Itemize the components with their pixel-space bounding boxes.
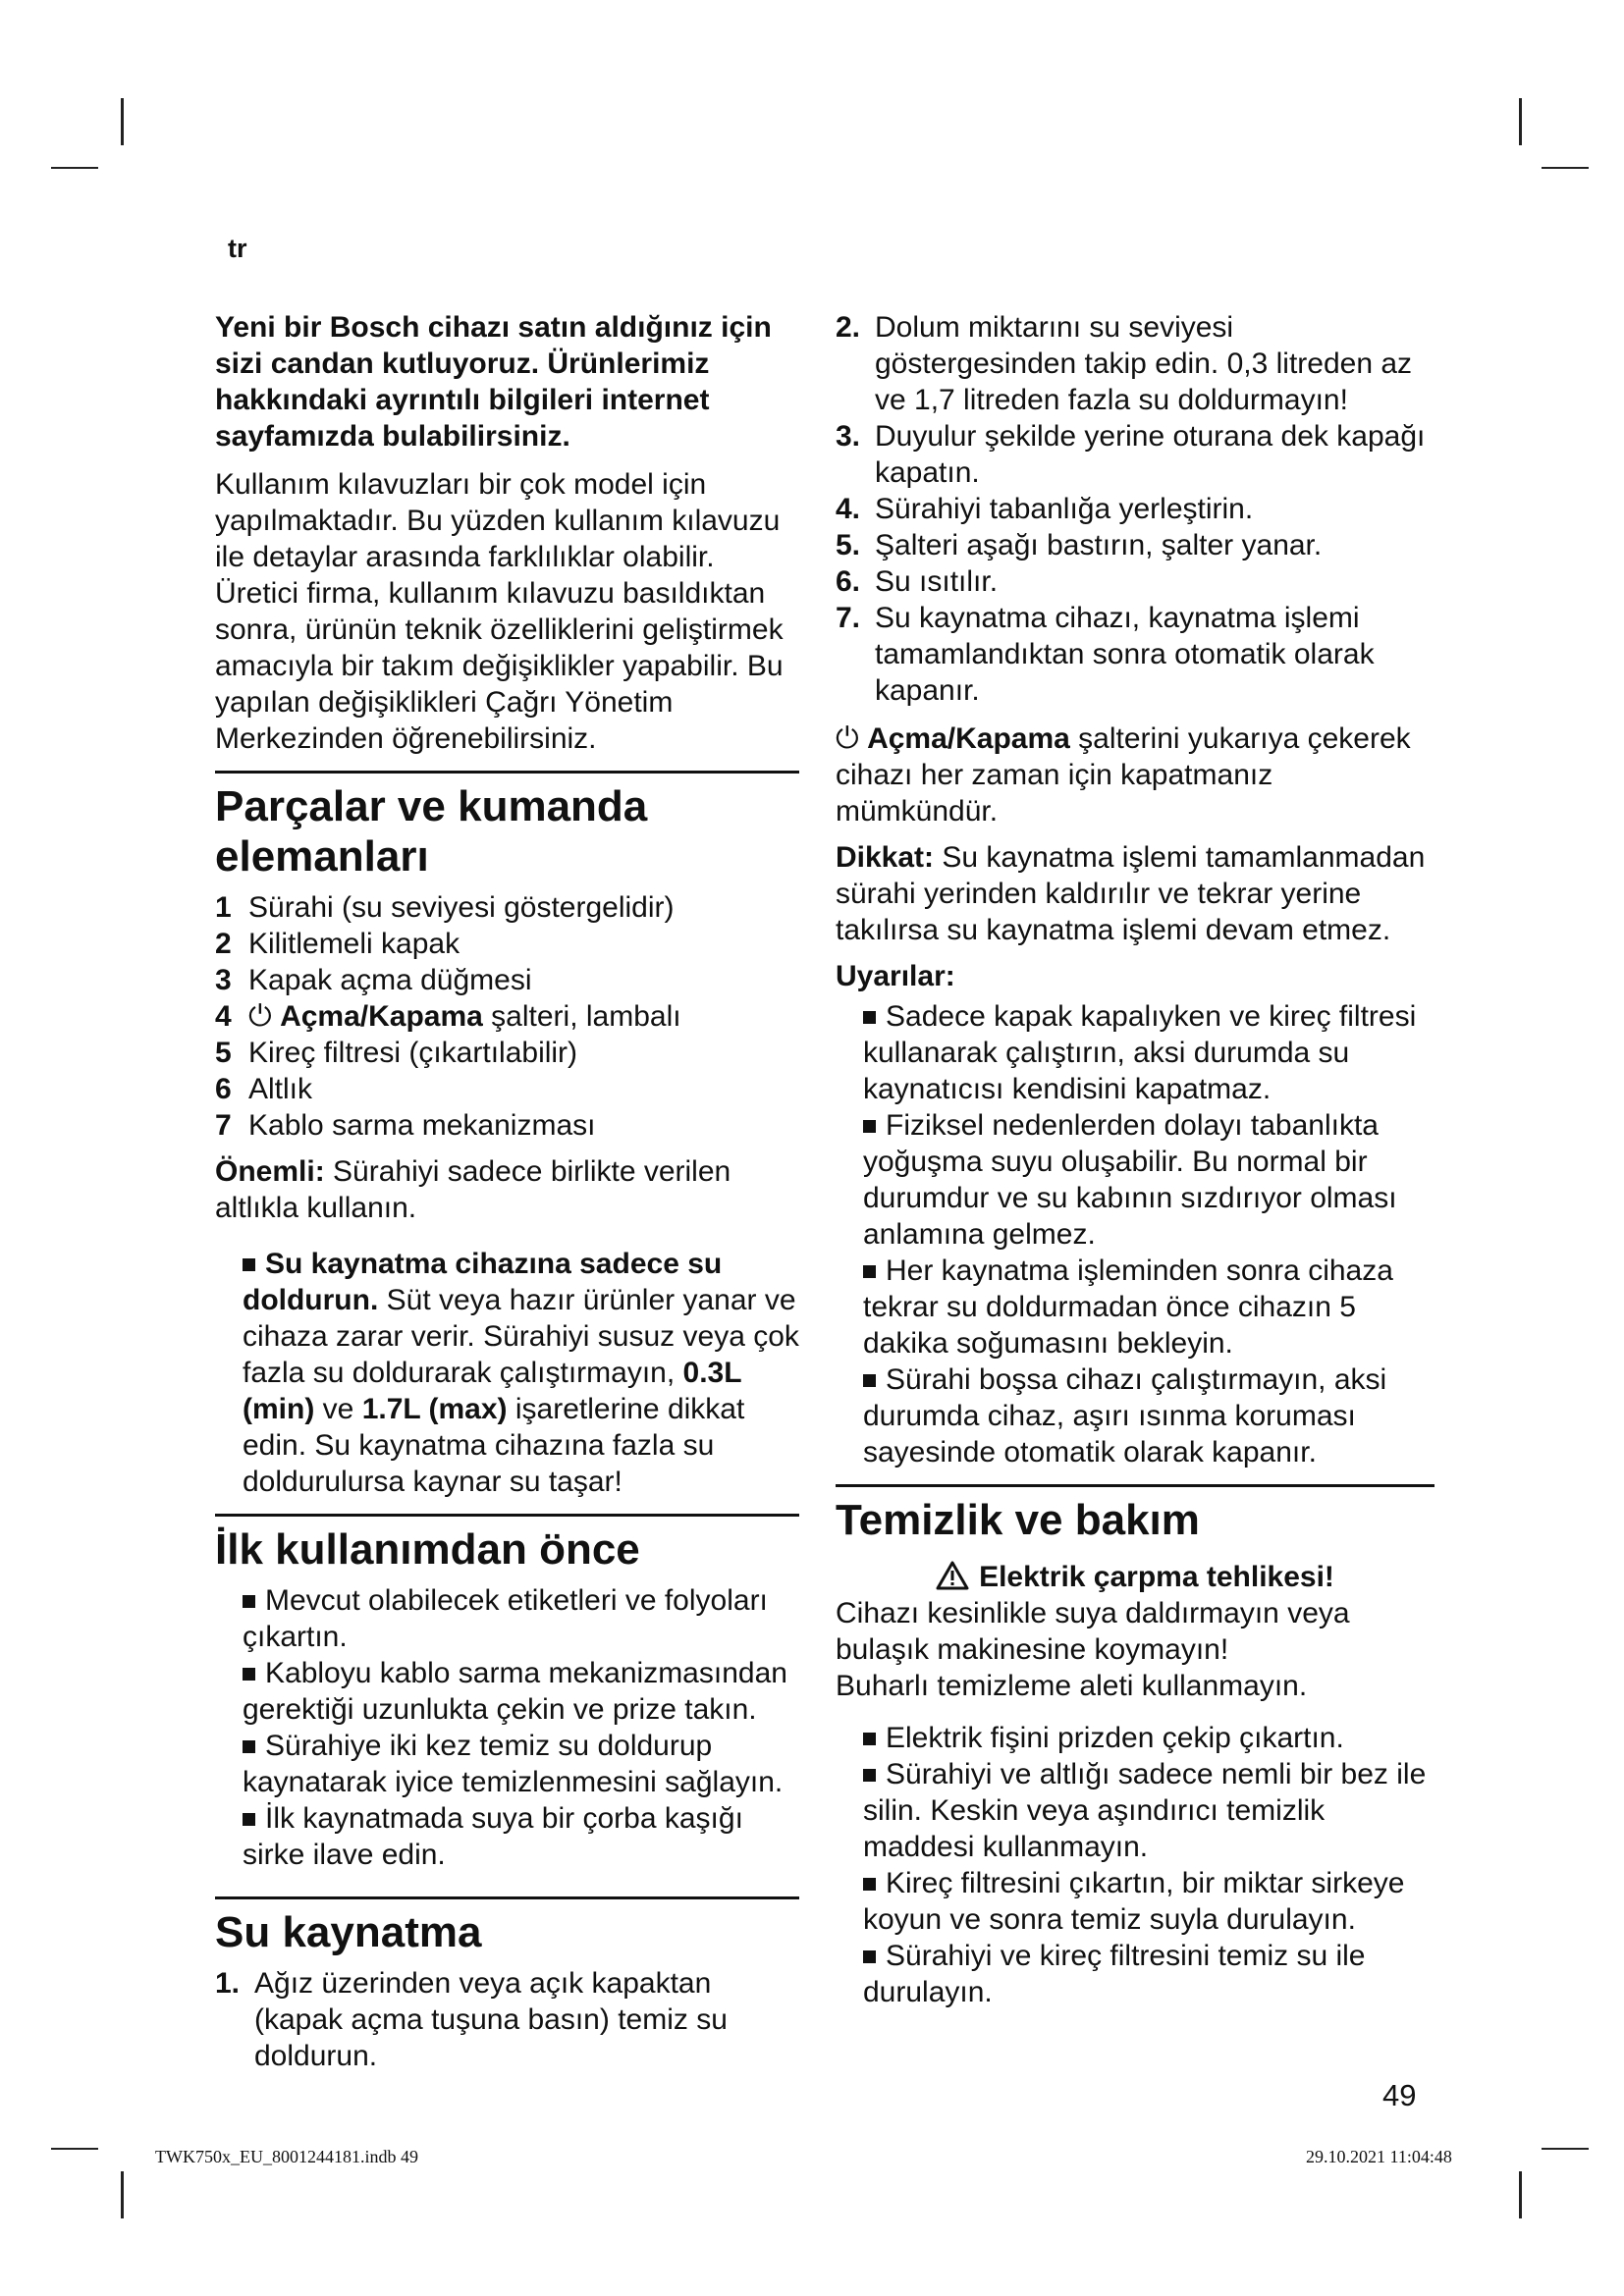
bullet-icon (243, 1813, 255, 1826)
crop-mark (121, 2171, 124, 2218)
left-column (215, 309, 799, 2074)
list-item: Elektrik fişini prizden çekip çıkartın. (863, 1720, 1435, 1756)
boil-steps-continued (836, 309, 1435, 709)
list-item: Mevcut olabilecek etiketleri ve folyoları çıkartın. (243, 1584, 768, 1653)
intro-bold: Yeni bir Bosch cihazı satın aldığınız için sizi candan kutluyoruz. Ürünlerimiz hakkındaki ayrıntılı bilgileri internet sayfamızda bulabilirsiniz. (215, 311, 772, 453)
crop-mark (1542, 2148, 1589, 2150)
step-item: 2. Dolum miktarını su seviyesi göstergesinden takip edin. 0,3 litreden az ve 1,7 litreden fazla su doldurmayın! (836, 311, 1413, 416)
bullet-icon (863, 1733, 876, 1745)
warnings-label: Uyarılar: (836, 960, 955, 992)
first-use-list (215, 1582, 799, 1873)
list-item: Her kaynatma işleminden sonra cihaza tekrar su doldurmadan önce cihazın 5 dakika soğumasını bekleyin. (863, 1255, 1393, 1360)
list-item: Fiziksel nedenlerden dolayı tabanlıkta yoğuşma suyu oluşabilir. Bu normal bir durumdur ve su kabının sızdırıyor olması anlamına gelmez. (863, 1109, 1397, 1251)
list-item: Kabloyu kablo sarma mekanizmasından gerektiği uzunlukta çekin ve prize takın. (243, 1657, 787, 1726)
list-item: Sürahiyi ve kireç filtresini temiz su ile durulayın. (863, 1940, 1366, 2008)
bullet-icon (243, 1595, 255, 1608)
section-rule (215, 1514, 799, 1517)
cleaning-list (836, 1720, 1435, 2010)
section-rule (215, 1896, 799, 1899)
first-use-heading: İlk kullanımdan önce (215, 1525, 640, 1574)
intro-text: Kullanım kılavuzları bir çok model için yapılmaktadır. Bu yüzden kullanım kılavuzu ile detaylar arasında farklılıklar olabilir. Üretici firma, kullanım kılavuzu basıldıktan sonra, ürünün teknik özelliklerini geliştirmek amacıyla bir takım değişiklikler yapabilir. Bu yapılan değişiklikleri Çağrı Yönetim Merkezinden öğrenebilirsiniz. (215, 468, 784, 755)
bullet-icon (863, 1011, 876, 1024)
list-item: Sürahiyi ve altlığı sadece nemli bir bez ile silin. Keskin veya aşındırıcı temizlik maddesi kullanmayın. (863, 1758, 1427, 1863)
crop-mark (51, 167, 98, 169)
parts-item: 6 Altlık (215, 1073, 313, 1105)
list-item: Sürahi boşsa cihazı çalıştırmayın, aksi durumda cihaz, aşırı ısınma koruması sayesinde otomatik olarak kapanır. (863, 1363, 1387, 1468)
important-note: Önemli: Sürahiyi sadece birlikte verilen altlıkla kullanın. (215, 1155, 731, 1224)
parts-item: 7 Kablo sarma mekanizması (215, 1109, 596, 1142)
parts-heading: Parçalar ve kumanda elemanları (215, 782, 648, 881)
boil-steps (215, 1965, 799, 2074)
bullet-icon (863, 1265, 876, 1278)
parts-item: 3 Kapak açma düğmesi (215, 964, 532, 996)
crop-mark (121, 98, 124, 145)
shock-warning-title: Elektrik çarpma tehlikesi! (836, 1559, 1435, 1595)
section-rule (836, 1484, 1435, 1487)
parts-item: 4 ⏻ Açma/Kapama şalteri, lambalı (215, 1000, 681, 1033)
language-code: tr (228, 234, 247, 263)
list-item: Kireç filtresini çıkartın, bir miktar sirkeye koyun ve sonra temiz suyla durulayın. (863, 1867, 1405, 1936)
bullet-icon (863, 1120, 876, 1133)
right-column (836, 309, 1435, 2010)
bullet-icon (863, 1769, 876, 1782)
parts-item: 2 Kilitlemeli kapak (215, 928, 460, 960)
parts-list (215, 889, 799, 1144)
warnings-list (836, 998, 1435, 1470)
step-item: 3. Duyulur şekilde yerine oturana dek kapağı kapatın. (836, 420, 1426, 489)
bullet-icon (243, 1258, 255, 1271)
power-icon: ⏻ (248, 1000, 272, 1033)
crop-mark (1519, 2171, 1522, 2218)
footer-file: TWK750x_EU_8001244181.indb 49 (155, 2147, 418, 2166)
step-item: 4. Sürahiyi tabanlığa yerleştirin. (836, 493, 1254, 525)
page-number: 49 (1382, 2078, 1417, 2112)
bullet-icon (863, 1950, 876, 1963)
parts-item: 5 Kireç filtresi (çıkartılabilir) (215, 1037, 578, 1069)
footer-datetime: 29.10.2021 11:04:48 (1306, 2147, 1452, 2166)
bullet-icon (863, 1878, 876, 1891)
bullet-icon (243, 1740, 255, 1753)
power-icon: ⏻ (836, 722, 859, 755)
boil-heading: Su kaynatma (215, 1908, 482, 1956)
shock-text-2: Buharlı temizleme aleti kullanmayın. (836, 1670, 1308, 1702)
crop-mark (1519, 98, 1522, 145)
section-rule (215, 771, 799, 774)
crop-mark (51, 2148, 98, 2150)
caution-note: Dikkat: Su kaynatma işlemi tamamlanmadan sürahi yerinden kaldırılır ve tekrar yerine takılırsa su kaynatma işlemi devam etmez. (836, 841, 1426, 946)
crop-mark (1542, 167, 1589, 169)
parts-item: 1 Sürahi (su seviyesi göstergelidir) (215, 891, 675, 924)
water-warning: Su kaynatma cihazına sadece su doldurun. Süt veya hazır ürünler yanar ve cihaza zarar verir. Sürahiyi susuz veya çok fazla su doldurarak çalıştırmayın, 0.3L (min) ve 1.7L (max) işaretlerine dikkat edin. Su kaynatma cihazına fazla su doldurulursa kaynar su taşar! (243, 1248, 799, 1498)
step-item: 6. Su ısıtılır. (836, 565, 999, 598)
warning-triangle-icon (936, 1561, 969, 1590)
step-item: 7. Su kaynatma cihazı, kaynatma işlemi tamamlandıktan sonra otomatik olarak kapanır. (836, 602, 1375, 707)
list-item: İlk kaynatmada suya bir çorba kaşığı sirke ilave edin. (243, 1802, 743, 1871)
shock-text: Cihazı kesinlikle suya daldırmayın veya bulaşık makinesine koymayın! (836, 1597, 1350, 1666)
bullet-icon (243, 1668, 255, 1681)
list-item: Sürahiye iki kez temiz su doldurup kaynatarak iyice temizlenmesini sağlayın. (243, 1730, 784, 1798)
bullet-icon (863, 1374, 876, 1387)
step-item: 1. Ağız üzerinden veya açık kapaktan (kapak açma tuşuna basın) temiz su doldurun. (215, 1967, 728, 2072)
cleaning-heading: Temizlik ve bakım (836, 1496, 1200, 1544)
step-item: 5. Şalteri aşağı bastırın, şalter yanar. (836, 529, 1323, 561)
list-item: Sadece kapak kapalıyken ve kireç filtresi kullanarak çalıştırın, aksi durumda su kaynatıcısı kendisini kapatmaz. (863, 1000, 1417, 1105)
switch-note: ⏻ Açma/Kapama şalterini yukarıya çekerek cihazı her zaman için kapatmanız mümkündür. (836, 722, 1411, 828)
